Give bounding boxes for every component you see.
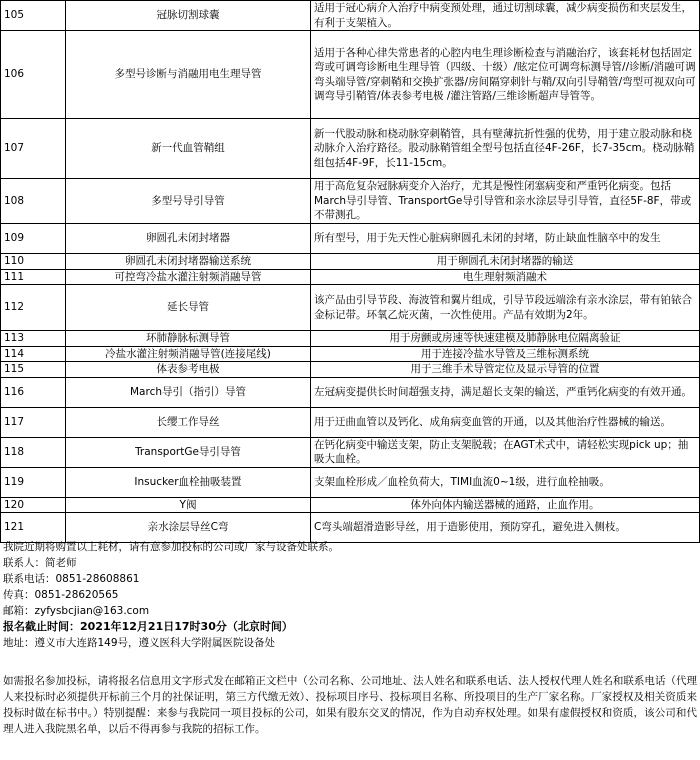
- table-row: [1, 285, 700, 331]
- contact-section: [0, 539, 700, 737]
- item-name: 多型号诊断与消融用电生理导管: [66, 31, 311, 119]
- row-number: 117: [1, 407, 66, 437]
- item-description: 所有型号，用于先天性心脏病卵圆孔未闭的封堵，防止缺血性脑卒中的发生: [311, 224, 700, 254]
- item-description: 适用于冠心病介入治疗中病变预处理，通过切割球囊，减少病变损伤和夹层发生，有利于支架植入。: [311, 1, 700, 31]
- item-description: 用于高危复杂冠脉病变介入治疗，尤其是慢性闭塞病变和严重钙化病变。包括March导引导管、TransportGe导引导管和亲水涂层导引导管，直径5F-8F，带或不带测孔。: [311, 179, 700, 224]
- row-number: 120: [1, 497, 66, 513]
- row-number: 113: [1, 331, 66, 347]
- table-row: [1, 377, 700, 407]
- item-description: 左冠病变提供长时间超强支持，满足超长支架的输送，严重钙化病变的有效开通。: [311, 377, 700, 407]
- table-row: [1, 331, 700, 347]
- row-number: 111: [1, 269, 66, 285]
- item-description: 体外向体内输送器械的通路，止血作用。: [311, 497, 700, 513]
- contact-person: 联系人：简老师: [3, 557, 77, 569]
- row-number: 110: [1, 254, 66, 270]
- table-row: [1, 31, 700, 119]
- row-number: 115: [1, 362, 66, 378]
- contact-fax: 传真：0851-28620565: [3, 589, 119, 601]
- table-row: [1, 119, 700, 179]
- item-description: 适用于各种心律失常患者的心腔内电生理诊断检查与消融治疗，该套耗材包括固定弯或可调弯诊断电生理导管（四级、十级）/眩定位可调弯标测导管//诊断/消融可调弯头端导管/穿刺鞘和交换扩张器/房间隔穿刺针与鞘/双向引导鞘管/弯型可视双向可调弯导引鞘管/体表参考电极 /灌注管路/三维诊断超声导管等。: [311, 31, 700, 119]
- purchase-notice: 我院近期将购置以上耗材，请有意参加投标的公司或厂家与设备处联系。: [3, 541, 339, 553]
- row-number: 108: [1, 179, 66, 224]
- contact-email[interactable]: zyfysbcjian@163.com: [34, 605, 150, 617]
- item-name: 新一代血管鞘组: [66, 119, 311, 179]
- item-name: 长缨工作导丝: [66, 407, 311, 437]
- contact-email-line: [0, 603, 700, 619]
- contact-phone: 联系电话：0851-28608861: [3, 573, 140, 585]
- item-name: 可控弯冷盐水灌注射频消融导管: [66, 269, 311, 285]
- table-row: [1, 407, 700, 437]
- row-number: 116: [1, 377, 66, 407]
- table-row: [1, 346, 700, 362]
- table-row: [1, 179, 700, 224]
- table-row: [1, 362, 700, 378]
- row-number: 107: [1, 119, 66, 179]
- item-name: Insucker血栓抽吸装置: [66, 467, 311, 497]
- item-description: 新一代股动脉和桡动脉穿刺鞘管，具有壁薄抗折性强的优势，用于建立股动脉和桡动脉介入治疗路径。股动脉鞘管组全型号包括直径4F-26F，长7-35cm。桡动脉鞘组包括4F-9F，长11-15cm。: [311, 119, 700, 179]
- table-row: [1, 467, 700, 497]
- item-name: 环肺静脉标测导管: [66, 331, 311, 347]
- row-number: 109: [1, 224, 66, 254]
- item-name: 卵圆孔未闭封堵器输送系统: [66, 254, 311, 270]
- address: 地址：遵义市大连路149号，遵义医科大学附属医院设备处: [3, 637, 276, 649]
- item-name: 冠脉切割球囊: [66, 1, 311, 31]
- row-number: 106: [1, 31, 66, 119]
- deadline: 报名截止时间：2021年12月21日17时30分（北京时间）: [3, 620, 293, 633]
- row-number: 112: [1, 285, 66, 331]
- item-name: 卵圆孔未闭封堵器: [66, 224, 311, 254]
- row-number: 118: [1, 437, 66, 467]
- item-description: 该产品由引导节段、海波管和翼片组成，引导节段远端涂有亲水涂层，带有铂铱合金标记带。环氧乙烷灭菌，一次性使用。产品有效期为2年。: [311, 285, 700, 331]
- spacer: [0, 651, 700, 673]
- row-number: 119: [1, 467, 66, 497]
- item-description: 电生理射频消融术: [311, 269, 700, 285]
- row-number: 121: [1, 513, 66, 543]
- row-number: 114: [1, 346, 66, 362]
- table-row: [1, 269, 700, 285]
- item-description: C弯头端超滑造影导丝，用于造影使用，预防穿孔，避免进入侧枝。: [311, 513, 700, 543]
- item-name: March导引（指引）导管: [66, 377, 311, 407]
- item-description: 用于迂曲血管以及钙化、成角病变血管的开通，以及其他治疗性器械的输送。: [311, 407, 700, 437]
- item-name: 多型号导引导管: [66, 179, 311, 224]
- item-name: 体表参考电极: [66, 362, 311, 378]
- table-row: [1, 224, 700, 254]
- email-label: 邮箱：: [3, 605, 35, 617]
- item-name: Y阀: [66, 497, 311, 513]
- item-description: 支架血栓形成／血栓负荷大，TIMI血流0~1级，进行血栓抽吸。: [311, 467, 700, 497]
- item-description: 用于三维手术导管定位及显示导管的位置: [311, 362, 700, 378]
- table-row: [1, 1, 700, 31]
- table-row: [1, 497, 700, 513]
- table-row: [1, 254, 700, 270]
- item-description: 用于连接冷盐水导管及三维标测系统: [311, 346, 700, 362]
- row-number: 105: [1, 1, 66, 31]
- table-row: [1, 513, 700, 543]
- instructions: 如需报名参加投标，请将报名信息用文字形式发在邮箱正文栏中（公司名称、公司地址、法人姓名和联系电话、法人授权代理人姓名和联系电话（代理人来投标时必须提供开标前三个月的社保证明，第三方代缴无效）、投标项目序号、投标项目名称、所投项目的生产厂家名称。厂家授权及相关资质来投标时做在标书中。）特别提醒：来参与我院同一项目投标的公司，如果有股东交叉的情况，作为自动弃权处理。如果有虚假授权和资质，该公司和代理人进入我院黑名单，以后不得再参与我院的招标工作。: [3, 675, 697, 735]
- item-name: TransportGe导引导管: [66, 437, 311, 467]
- table-row: [1, 437, 700, 467]
- item-name: 冷盐水灌注射频消融导管(连接尾线): [66, 346, 311, 362]
- item-description: 用于卵圆孔未闭封堵器的输送: [311, 254, 700, 270]
- item-name: 亲水涂层导丝C弯: [66, 513, 311, 543]
- item-name: 延长导管: [66, 285, 311, 331]
- item-description: 用于房颤或房速等快速建模及肺静脉电位隔离验证: [311, 331, 700, 347]
- item-description: 在钙化病变中输送支架，防止支架脱载；在AGT术式中，请轻松实现pick up；抽吸大血栓。: [311, 437, 700, 467]
